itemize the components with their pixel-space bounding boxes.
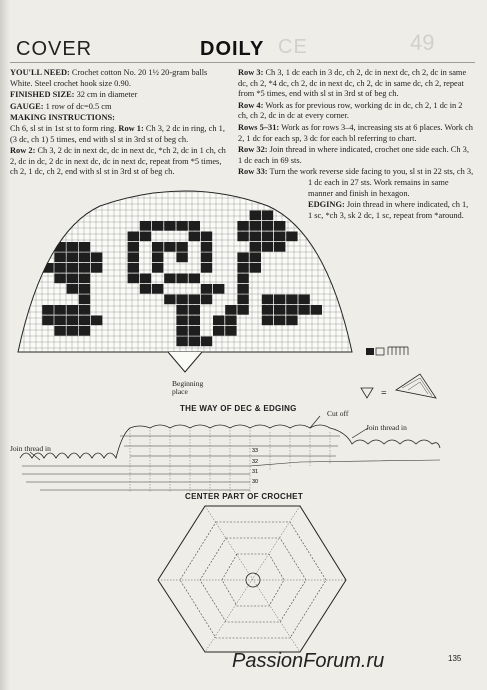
chart-filled-block <box>286 316 297 326</box>
chart-filled-block <box>79 284 90 294</box>
chart-filled-block <box>140 221 151 231</box>
chart-filled-block <box>250 263 261 273</box>
chart-filled-block <box>237 232 248 242</box>
dec-stitch-ticks <box>130 430 330 492</box>
chart-filled-block <box>225 305 236 315</box>
chart-filled-block <box>128 263 139 273</box>
row2-text: Ch 3, 2 dc in next dc, dc in next dc, *ch 2, dc in 1 ch, ch 2, dc in dc, 2 dc in next dc, dc in next dc, repeat from *5 times, ch 2, 1 dc, ch 2, end with sl st in 3rd st of beg ch. <box>10 146 226 177</box>
chart-filled-block <box>189 232 200 242</box>
need-label: YOU'LL NEED: <box>10 68 70 77</box>
chart-filled-block <box>286 232 297 242</box>
instr-text: Ch 6, sl st in 1st st to form ring. <box>10 123 117 133</box>
chart-filled-block <box>274 295 285 305</box>
chart-filled-block <box>140 232 151 242</box>
chart-filled-block <box>286 305 297 315</box>
chart-filled-block <box>237 253 248 263</box>
edging-text: Join thread in where indicated, ch 1, 1 sc, *ch 3, sk 2 dc, 1 sc, repeat from *around. <box>308 200 469 220</box>
chart-filled-block <box>201 253 212 263</box>
row-number-32: 32 <box>252 459 259 465</box>
chart-filled-block <box>213 316 224 326</box>
rows5-text: Work as for rows 3–4, increasing sts at 6 places. Work ch 2, 1 dc for each sp, 3 dc for each bl referring to chart. <box>238 122 473 143</box>
chart-filled-block <box>54 316 65 326</box>
chart-filled-block <box>189 337 200 347</box>
row-number-30: 30 <box>252 479 259 485</box>
chart-filled-block <box>91 316 102 326</box>
filet-chart <box>18 180 354 372</box>
chart-filled-block <box>237 274 248 284</box>
row4-text: Work as for previous row, working dc in dc, ch 2, 1 dc in 2 ch, ch 2, dc in dc at every corner. <box>238 100 463 121</box>
chart-filled-block <box>164 274 175 284</box>
dec-rows-lines <box>22 436 440 490</box>
beginning-place-label: Beginning place <box>172 379 204 396</box>
legend-small-wedge <box>361 388 373 398</box>
chart-filled-block <box>176 316 187 326</box>
instr-label: MAKING INSTRUCTIONS: <box>10 113 115 123</box>
legend-large-wedge-detail <box>402 378 432 396</box>
chart-filled-block <box>250 242 261 252</box>
hexagon-spokes <box>158 506 346 652</box>
chart-filled-block <box>152 242 163 252</box>
chart-filled-block <box>79 242 90 252</box>
cut-off-label: Cut off <box>327 409 349 418</box>
chart-filled-block <box>176 326 187 336</box>
chart-filled-block <box>79 253 90 263</box>
chart-filled-block <box>262 211 273 221</box>
chart-filled-block <box>298 295 309 305</box>
row32-text: Join thread in where indicated, crochet one side each. Ch 3, 1 dc each in 69 sts. <box>238 145 469 165</box>
row1-text: Ch 3, 2 dc in ring, ch 1, (3 dc, ch 1) 5 times, end with sl st in 3rd st of beg ch. <box>10 123 225 144</box>
ghost-text: CE <box>278 36 308 58</box>
chart-filled-block <box>140 274 151 284</box>
row2-label: Row 2: <box>10 146 36 156</box>
chart-filled-block <box>250 211 261 221</box>
chart-filled-block <box>152 263 163 273</box>
chart-filled-block <box>274 242 285 252</box>
need-text: Crochet cotton No. 20 1½ 20-gram balls White. Steel crochet hook size 0.90. <box>10 68 208 88</box>
size-text: 32 cm in diameter <box>76 90 138 100</box>
chart-filled-block <box>274 232 285 242</box>
chart-filled-block <box>67 253 78 263</box>
edging-label: EDGING: <box>308 200 345 210</box>
chart-filled-block <box>176 337 187 347</box>
chart-filled-block <box>91 253 102 263</box>
chart-filled-block <box>176 295 187 305</box>
join-thread-right-label: Join thread in <box>366 423 407 432</box>
chart-filled-block <box>250 253 261 263</box>
chart-filled-block <box>225 326 236 336</box>
chart-filled-block <box>67 263 78 273</box>
rows5-label: Rows 5–31: <box>238 122 280 132</box>
page-number: 135 <box>448 654 462 663</box>
cut-off-arrow <box>310 416 320 428</box>
chart-filled-block <box>79 274 90 284</box>
chart-filled-block <box>201 242 212 252</box>
chart-filled-block <box>54 253 65 263</box>
chart-filled-block <box>128 253 139 263</box>
chart-filled-block <box>274 305 285 315</box>
chart-filled-block <box>79 295 90 305</box>
header-cover: COVER <box>16 38 93 60</box>
chart-filled-block <box>42 263 53 273</box>
row32-label: Row 32: <box>238 145 268 155</box>
chart-filled-block <box>67 316 78 326</box>
chart-filled-block <box>237 295 248 305</box>
dec-edging-title: THE WAY OF DEC & EDGING <box>180 404 297 413</box>
header-doily: DOILY <box>200 38 265 60</box>
legend <box>361 347 436 398</box>
chart-filled-block <box>164 221 175 231</box>
chart-filled-block <box>189 316 200 326</box>
chart-filled-block <box>67 326 78 336</box>
join-thread-left-label: Join thread in <box>10 444 51 453</box>
row-number-31: 31 <box>252 469 259 475</box>
chart-filled-block <box>54 305 65 315</box>
ghost-number: 49 <box>410 30 435 55</box>
chart-filled-block <box>54 326 65 336</box>
chart-filled-block <box>176 253 187 263</box>
chart-filled-block <box>42 305 53 315</box>
chart-filled-block <box>54 274 65 284</box>
legend-equals: = <box>381 388 387 399</box>
row33-label: Row 33: <box>238 167 268 177</box>
chart-filled-block <box>67 284 78 294</box>
chart-filled-block <box>189 326 200 336</box>
chart-filled-block <box>298 305 309 315</box>
chart-filled-block <box>189 274 200 284</box>
chart-filled-block <box>201 284 212 294</box>
chart-filled-block <box>262 295 273 305</box>
chart-filled-block <box>286 295 297 305</box>
chart-filled-block <box>262 232 273 242</box>
gauge-label: GAUGE: <box>10 101 44 111</box>
chart-filled-block <box>262 316 273 326</box>
chart-filled-block <box>262 305 273 315</box>
chart-filled-block <box>152 253 163 263</box>
legend-stitch-symbols <box>388 347 408 355</box>
chart-filled-block <box>176 221 187 231</box>
chart-filled-block <box>201 295 212 305</box>
legend-open-block <box>376 348 384 355</box>
chart-filled-block <box>237 221 248 231</box>
chart-filled-block <box>262 242 273 252</box>
chart-filled-block <box>79 263 90 273</box>
chart-filled-block <box>225 316 236 326</box>
chart-filled-block <box>79 305 90 315</box>
chart-filled-block <box>176 305 187 315</box>
chart-filled-block <box>164 295 175 305</box>
chart-filled-block <box>79 316 90 326</box>
size-label: FINISHED SIZE: <box>10 90 75 100</box>
chart-filled-block <box>262 221 273 231</box>
chart-filled-block <box>128 274 139 284</box>
chart-filled-block <box>274 221 285 231</box>
chart-filled-block <box>274 316 285 326</box>
chart-filled-block <box>237 284 248 294</box>
gauge-text: 1 row of dc=0.5 cm <box>45 101 112 111</box>
chart-filled-block <box>67 305 78 315</box>
chart-filled-block <box>189 295 200 305</box>
chart-filled-block <box>311 305 322 315</box>
chart-filled-block <box>237 263 248 273</box>
center-hexagon-diagram <box>158 506 346 652</box>
chart-filled-block <box>176 274 187 284</box>
chart-filled-block <box>42 316 53 326</box>
chart-filled-block <box>201 232 212 242</box>
chart-filled-block <box>164 242 175 252</box>
chart-filled-block <box>91 263 102 273</box>
chart-filled-block <box>152 221 163 231</box>
chart-filled-block <box>140 284 151 294</box>
legend-large-wedge <box>396 374 436 398</box>
row1-label: Row 1: <box>118 123 144 133</box>
row-number-33: 33 <box>252 448 259 454</box>
chart-filled-block <box>176 242 187 252</box>
watermark-site: PassionForum.ru <box>232 650 385 672</box>
chart-filled-block <box>250 232 261 242</box>
chart-filled-block <box>189 221 200 231</box>
chart-filled-block <box>213 284 224 294</box>
chart-filled-block <box>237 305 248 315</box>
legend-filled-block <box>366 348 374 355</box>
chart-filled-block <box>128 232 139 242</box>
chart-filled-block <box>213 326 224 336</box>
chart-filled-block <box>67 242 78 252</box>
chart-filled-block <box>152 284 163 294</box>
row33-text: Turn the work reverse side facing to you, sl st in 22 sts, ch 3, 1 dc each in 27 sts. Work remains in same manner and finish in hexagon. <box>269 167 474 198</box>
center-part-title: CENTER PART OF CROCHET <box>185 492 304 501</box>
chart-filled-block <box>201 337 212 347</box>
chart-center-notch <box>168 352 202 372</box>
row4-label: Row 4: <box>238 100 264 110</box>
row3-label: Row 3: <box>238 68 264 77</box>
chart-filled-block <box>189 305 200 315</box>
hexagon-outline <box>158 506 346 652</box>
chart-filled-block <box>128 242 139 252</box>
chart-filled-block <box>201 263 212 273</box>
chart-filled-block <box>250 221 261 231</box>
row3-text: Ch 3, 1 dc each in 3 dc, ch 2, dc in next dc, ch 2, dc in same dc, ch 2, *4 dc, ch 2, dc in next dc, ch 2, dc in same dc, ch 2, repeat from *5 times, end with sl st in 3rd st of beg ch. <box>238 68 467 99</box>
chart-filled-block <box>54 263 65 273</box>
chart-filled-block <box>79 326 90 336</box>
chart-filled-block <box>67 274 78 284</box>
